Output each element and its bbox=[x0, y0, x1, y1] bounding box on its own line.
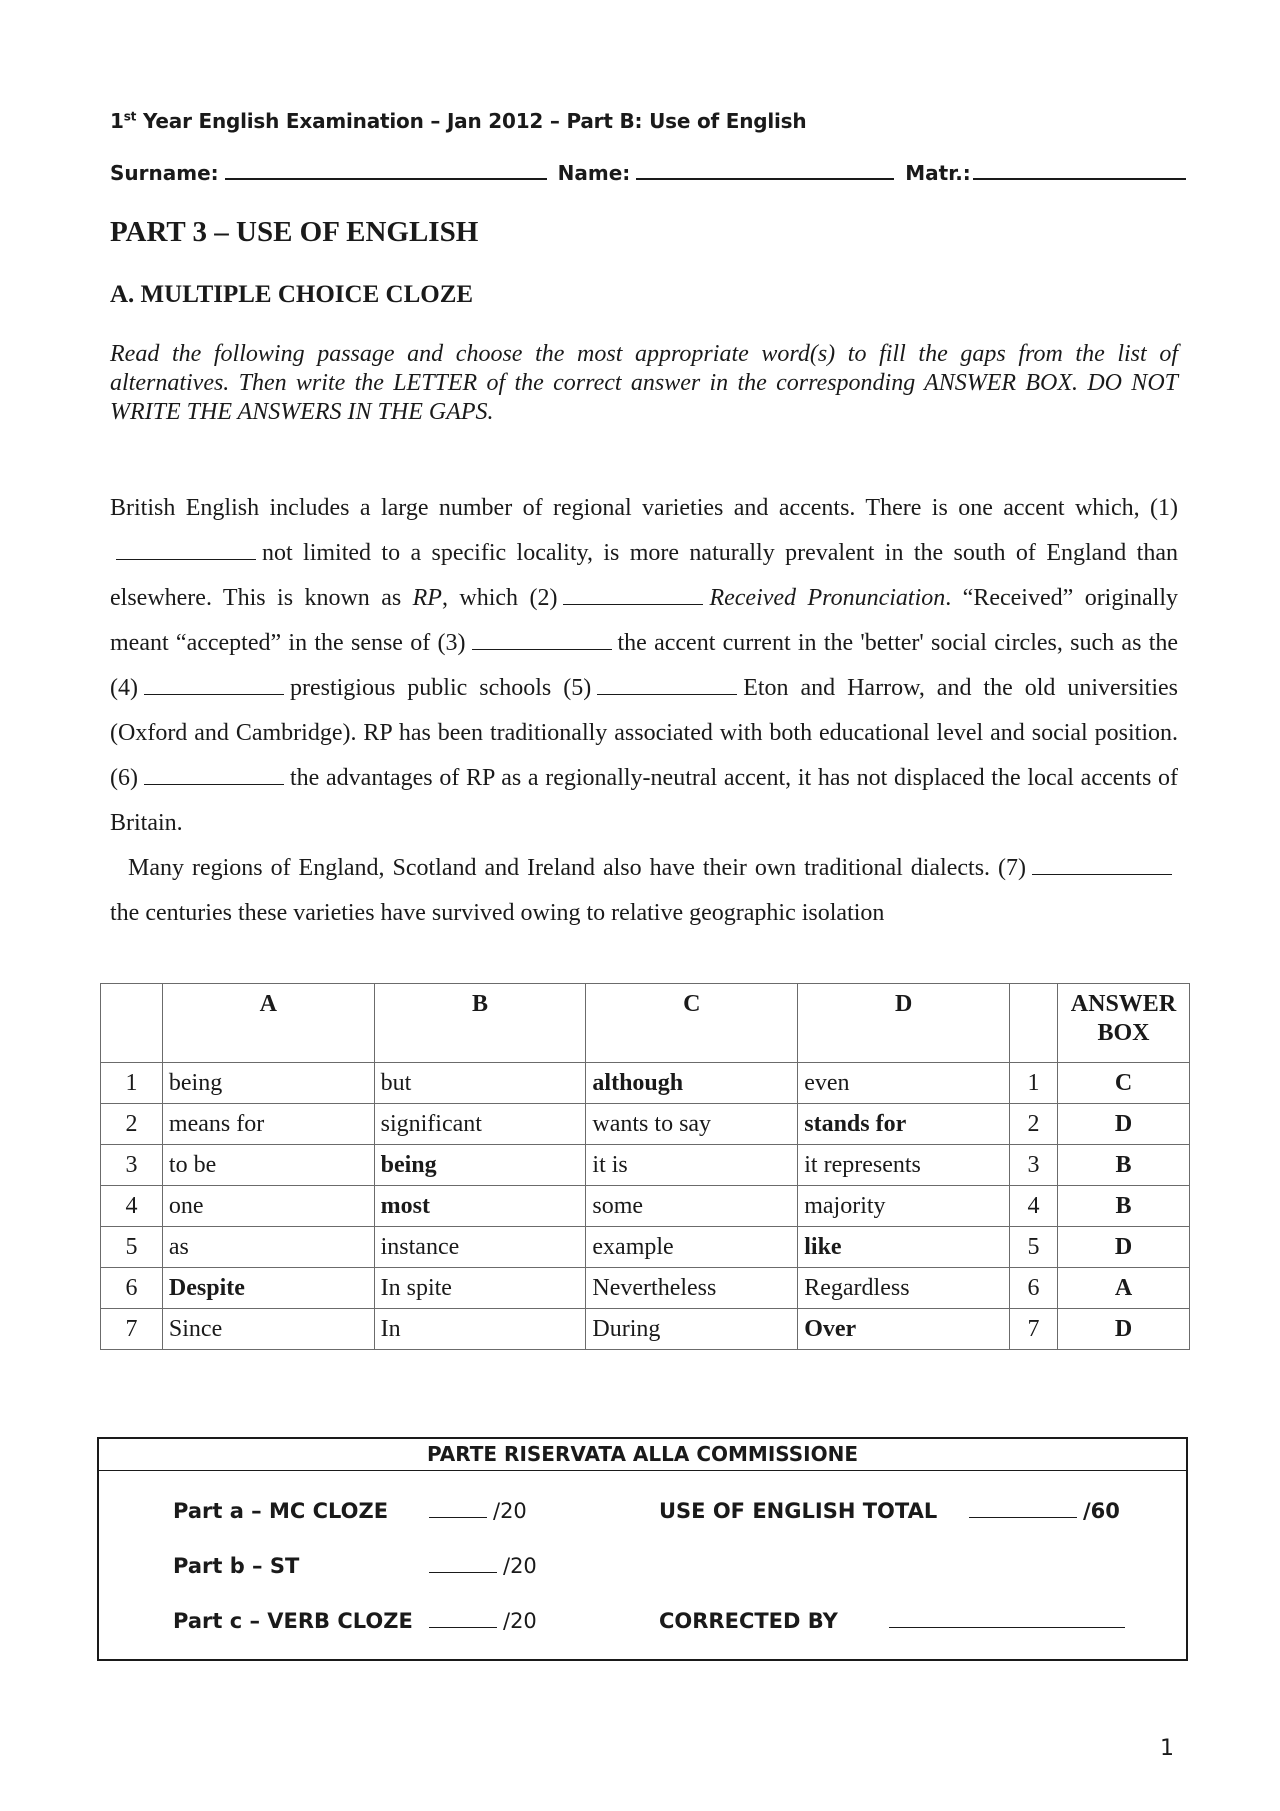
row-number: 4 bbox=[101, 1186, 163, 1227]
answer-number: 5 bbox=[1010, 1227, 1058, 1268]
header-cell-a: A bbox=[162, 984, 374, 1063]
instructions: Read the following passage and choose the most appropriate word(s) to fill the gaps from the list of alternatives. Then write the LETTER of the correct answer in the corresponding ANSWER BOX. DO NOT WRITE THE ANSWERS IN THE GAPS. bbox=[110, 341, 1178, 425]
option-a: as bbox=[162, 1227, 374, 1268]
option-d: it represents bbox=[798, 1145, 1010, 1186]
surname-label: Surname: bbox=[110, 161, 219, 185]
answer-box[interactable]: D bbox=[1057, 1309, 1189, 1350]
section-title: A. MULTIPLE CHOICE CLOZE bbox=[110, 281, 474, 308]
exam-title: 1st Year English Examination – Jan 2012 – Part B: Use of English bbox=[110, 109, 807, 133]
header-cell-d: D bbox=[798, 984, 1010, 1063]
row-number: 1 bbox=[101, 1063, 163, 1104]
answer-number: 6 bbox=[1010, 1268, 1058, 1309]
name-field[interactable] bbox=[636, 160, 894, 180]
table-header-row bbox=[101, 984, 1190, 1063]
answer-box[interactable]: B bbox=[1057, 1186, 1189, 1227]
option-d: even bbox=[798, 1063, 1010, 1104]
row-number: 2 bbox=[101, 1104, 163, 1145]
part-a-score[interactable]: /20 bbox=[429, 1499, 527, 1523]
table-row bbox=[101, 1063, 1190, 1104]
gap-2 bbox=[563, 584, 703, 605]
answer-number: 1 bbox=[1010, 1063, 1058, 1104]
option-d: stands for bbox=[798, 1104, 1010, 1145]
row-number: 5 bbox=[101, 1227, 163, 1268]
gap-7 bbox=[1032, 854, 1172, 875]
part-c-label: Part c – VERB CLOZE bbox=[173, 1609, 413, 1633]
surname-field[interactable] bbox=[225, 160, 547, 180]
commission-title: PARTE RISERVATA ALLA COMMISSIONE bbox=[99, 1439, 1186, 1471]
option-c: Nevertheless bbox=[586, 1268, 798, 1309]
table-row bbox=[101, 1227, 1190, 1268]
page-number: 1 bbox=[1160, 1736, 1174, 1761]
option-b: most bbox=[374, 1186, 586, 1227]
option-d: like bbox=[798, 1227, 1010, 1268]
commission-box bbox=[97, 1437, 1188, 1661]
student-info-line bbox=[110, 160, 1190, 185]
option-a: Despite bbox=[162, 1268, 374, 1309]
part-b-score[interactable]: /20 bbox=[429, 1554, 537, 1578]
option-c: some bbox=[586, 1186, 798, 1227]
answer-number: 4 bbox=[1010, 1186, 1058, 1227]
corrected-by-label: CORRECTED BY bbox=[659, 1609, 838, 1633]
option-c: it is bbox=[586, 1145, 798, 1186]
table-row bbox=[101, 1309, 1190, 1350]
table-row bbox=[101, 1104, 1190, 1145]
option-c: example bbox=[586, 1227, 798, 1268]
header-cell bbox=[1010, 984, 1058, 1063]
option-a: one bbox=[162, 1186, 374, 1227]
answer-box[interactable]: D bbox=[1057, 1104, 1189, 1145]
cloze-passage: British English includes a large number of regional varieties and accents. There is one accent which, (1)not limited to a specific locality, is more naturally prevalent in the south of England than elsewhere. This is known as RP, which (2) Received Pronunciation. “Received” originally meant “accepted” in the sense of (3) the accent current in the 'better' social circles, such as the (4) prestigious public schools (5) Eton and Harrow, and the old universities (Oxford and Cambridge). RP has been traditionally associated with both educational level and social position. (6) the advantages of RP as a regionally-neutral accent, it has not displaced the local accents of Britain. Many regions of England, Scotland and Ireland also have their own traditional dialects. (7)the centuries these varieties have survived owing to relative geographic isolation bbox=[110, 495, 1179, 926]
answer-box[interactable]: C bbox=[1057, 1063, 1189, 1104]
part-a-label: Part a – MC CLOZE bbox=[173, 1499, 389, 1523]
option-b: being bbox=[374, 1145, 586, 1186]
option-a: being bbox=[162, 1063, 374, 1104]
answer-box[interactable]: A bbox=[1057, 1268, 1189, 1309]
option-d: majority bbox=[798, 1186, 1010, 1227]
answer-number: 3 bbox=[1010, 1145, 1058, 1186]
header-cell-c: C bbox=[586, 984, 798, 1063]
option-b: significant bbox=[374, 1104, 586, 1145]
option-b: In spite bbox=[374, 1268, 586, 1309]
answer-box[interactable]: B bbox=[1057, 1145, 1189, 1186]
option-a: Since bbox=[162, 1309, 374, 1350]
answer-number: 2 bbox=[1010, 1104, 1058, 1145]
part-b-label: Part b – ST bbox=[173, 1554, 300, 1578]
total-score[interactable]: /60 bbox=[969, 1499, 1120, 1523]
matr-label: Matr.: bbox=[905, 161, 971, 185]
gap-5 bbox=[597, 674, 737, 695]
option-d: Over bbox=[798, 1309, 1010, 1350]
row-number: 6 bbox=[101, 1268, 163, 1309]
header-cell-b: B bbox=[374, 984, 586, 1063]
answer-number: 7 bbox=[1010, 1309, 1058, 1350]
matr-field[interactable] bbox=[973, 160, 1186, 180]
gap-4 bbox=[144, 674, 284, 695]
option-b: but bbox=[374, 1063, 586, 1104]
option-b: instance bbox=[374, 1227, 586, 1268]
option-a: to be bbox=[162, 1145, 374, 1186]
option-c: although bbox=[586, 1063, 798, 1104]
header-cell bbox=[101, 984, 163, 1063]
gap-3 bbox=[472, 629, 612, 650]
header-cell-answer-box: ANSWER BOX bbox=[1057, 984, 1189, 1063]
total-label: USE OF ENGLISH TOTAL bbox=[659, 1499, 938, 1523]
row-number: 3 bbox=[101, 1145, 163, 1186]
table-row bbox=[101, 1186, 1190, 1227]
option-c: wants to say bbox=[586, 1104, 798, 1145]
gap-6 bbox=[144, 764, 284, 785]
part-c-score[interactable]: /20 bbox=[429, 1609, 537, 1633]
option-c: During bbox=[586, 1309, 798, 1350]
name-label: Name: bbox=[557, 161, 631, 185]
row-number: 7 bbox=[101, 1309, 163, 1350]
table-row bbox=[101, 1268, 1190, 1309]
option-b: In bbox=[374, 1309, 586, 1350]
option-d: Regardless bbox=[798, 1268, 1010, 1309]
gap-1 bbox=[116, 539, 256, 560]
part-title: PART 3 – USE OF ENGLISH bbox=[110, 216, 479, 248]
option-a: means for bbox=[162, 1104, 374, 1145]
mc-options-table bbox=[100, 983, 1190, 1350]
table-row bbox=[101, 1145, 1190, 1186]
corrected-by-field[interactable] bbox=[889, 1609, 1131, 1633]
answer-box[interactable]: D bbox=[1057, 1227, 1189, 1268]
